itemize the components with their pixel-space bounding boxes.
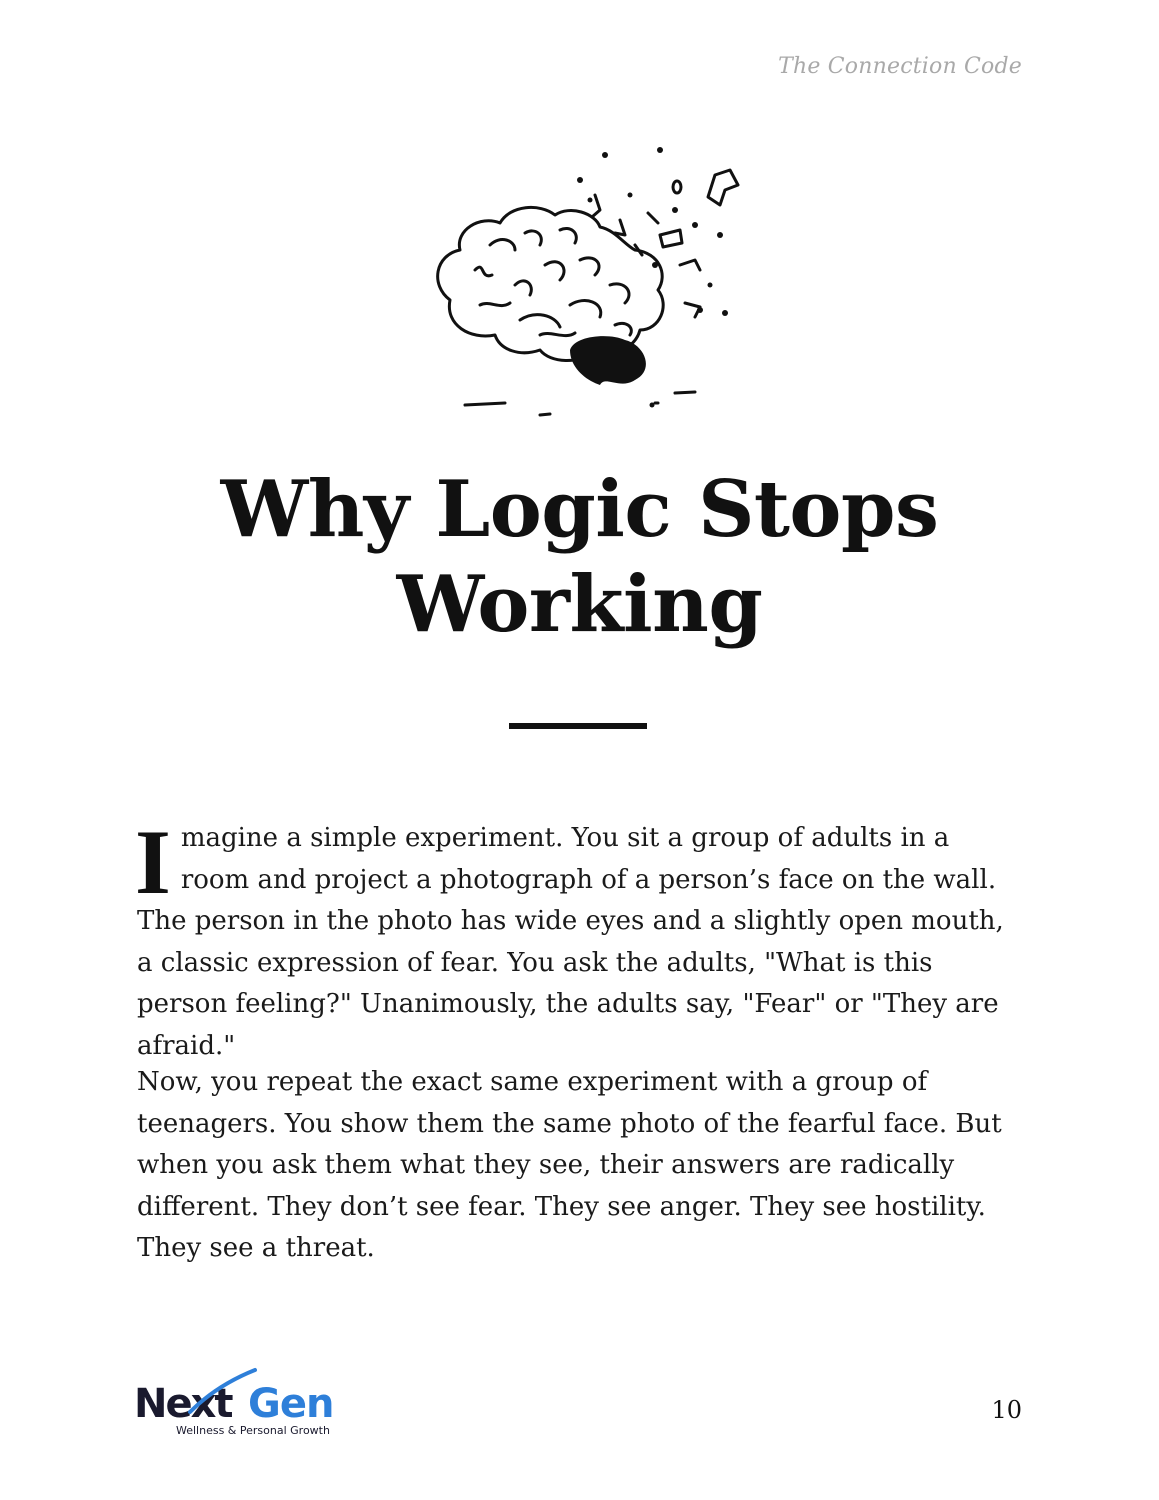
svg-text:Wellness & Personal Growth: Wellness & Personal Growth [176,1424,330,1437]
svg-text:Next: Next [134,1381,232,1427]
nextgen-logo [130,1362,360,1442]
paragraph-1 [135,811,1022,1068]
paragraph-2-text: Now, you repeat the exact same experiment with a group of teenagers. You show them the same photo of the fearful face. But when you ask them what they see, their answers are radically different. They don’t see fear. They see anger. They see hostility. They see a threat. [137,1067,1002,1264]
chapter-title-line-2: Working [396,559,763,650]
paragraph-2 [137,1062,1022,1270]
chapter-title [0,462,1159,652]
running-header: The Connection Code [778,54,1022,79]
exploding-brain-icon [420,135,750,425]
paragraph-1-text: magine a simple experiment. You sit a group of adults in a room and project a photograph of a person’s face on the wall. The person in the photo has wide eyes and a slightly open mouth, a classic expression of fear. You ask the adults, "What is this person feeling?" Unanimously, the adults say, "Fear" or "They are afraid." [137,823,1004,1061]
drop-cap: I [135,811,171,913]
chapter-title-line-1: Why Logic Stops [220,464,939,555]
title-divider [509,723,647,729]
page-number: 10 [991,1396,1022,1424]
svg-text:Gen: Gen [248,1381,334,1427]
